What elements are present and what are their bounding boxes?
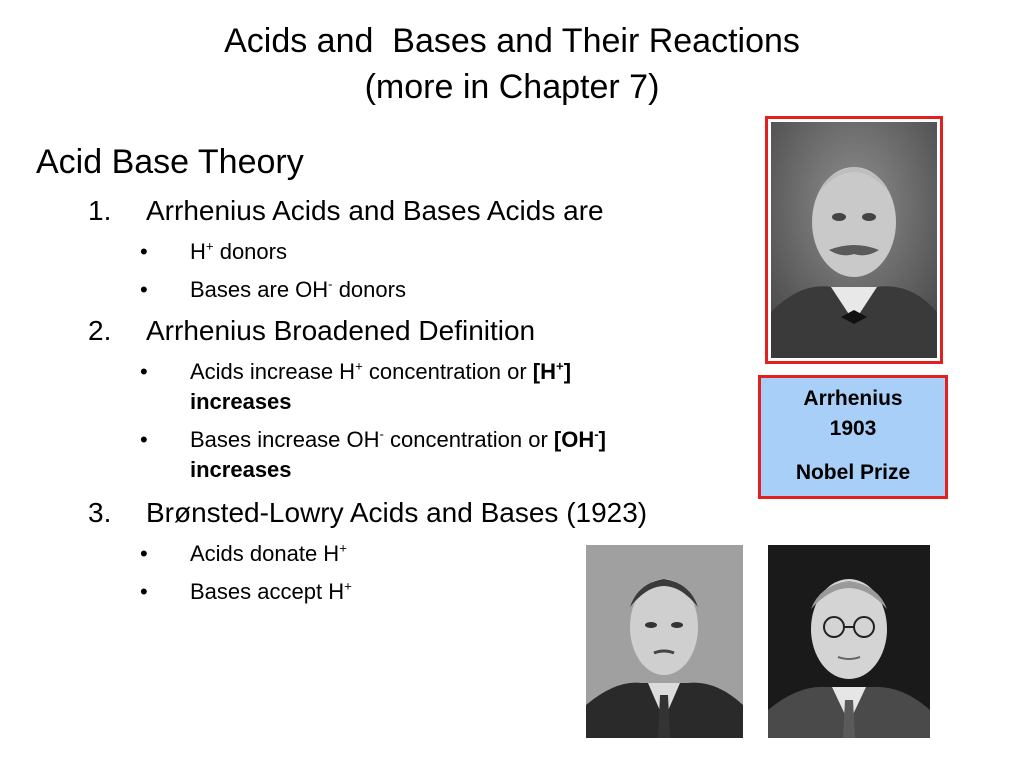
lowry-portrait [768,545,930,738]
nobel-caption-box [758,375,948,499]
caption-award: Nobel Prize [795,461,911,484]
title-line-2: (more in Chapter 7) [364,68,660,106]
item-number: 3. [88,497,112,528]
arrhenius-portrait [771,122,937,358]
bullet-marker: • [140,359,148,384]
item-text: Brønsted-Lowry Acids and Bases (1923) [146,497,648,528]
caption-year: 1903 [829,417,877,440]
slide-title [0,18,1024,110]
bullet-text: Bases are OH- donors [190,276,406,302]
item-number: 1. [88,195,112,226]
bullet-marker: • [140,239,148,264]
item-number: 2. [88,315,112,346]
title-line-1: Acids and Bases and Their Reactions [224,22,800,60]
bullet-text: Bases increase OH- concentration or [OH-] increases [190,426,606,482]
bullet-marker: • [140,427,148,452]
bullet-marker: • [140,579,148,604]
item-text: Arrhenius Acids and Bases Acids are [146,195,604,226]
bullet-text: Acids donate H+ [190,540,347,566]
bullet-text: H+ donors [190,238,287,264]
bullet-marker: • [140,541,148,566]
bronsted-portrait [586,545,743,738]
bullet-text: Acids increase H+ concentration or [H+] increases [190,358,572,414]
bullet-text: Bases accept H+ [190,578,352,604]
item-text: Arrhenius Broadened Definition [146,315,536,346]
section-heading: Acid Base Theory [36,143,304,181]
arrhenius-portrait-frame [765,116,943,364]
caption-name: Arrhenius [803,387,903,410]
bullet-marker: • [140,277,148,302]
